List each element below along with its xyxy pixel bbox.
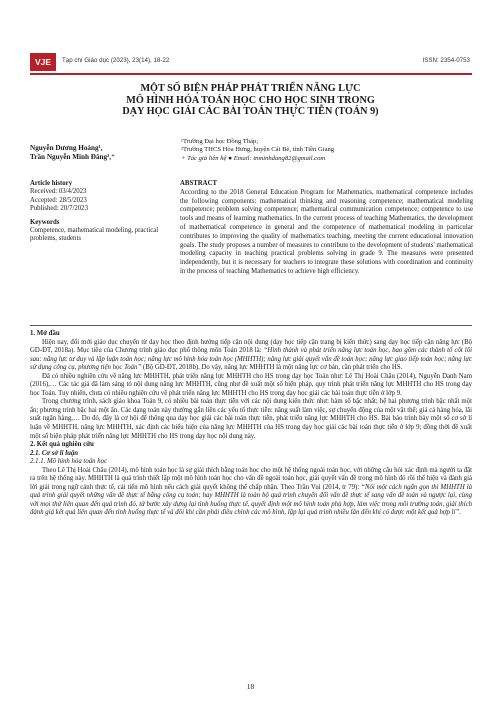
keywords: Competence, mathematical modeling, practical problems, students	[30, 227, 159, 243]
journal-logo: VJE	[30, 53, 56, 71]
issn: ISSN: 2354-0753	[422, 57, 470, 64]
keywords-heading: Keywords	[30, 218, 60, 226]
page-header	[30, 53, 472, 71]
corresponding-author: + Tác giả liên hệ ● Email: tnminhdang82@gmail.com	[181, 154, 326, 162]
published-date: Published: 20/7/2023	[30, 205, 88, 213]
paragraph	[30, 467, 472, 518]
section-heading-intro: 1. Mở đầu	[30, 330, 60, 337]
paragraph-text: Hiện nay, đổi mới giáo dục chuyển từ dạy học theo định hướng tiếp cận nội dung (dạy học tiếp cận trang bị kiến thức) sang dạy học tiếp cận năng lực (Bộ GD-ĐT, 2018a). Mục tiêu của Chương trình giáo dục phổ thông môn Toán 2018 là:	[30, 338, 472, 355]
title-line: MỘT SỐ BIỆN PHÁP PHÁT TRIỂN NĂNG LỰC	[140, 83, 361, 94]
quote-text: “Nói một cách ngắn gọn thì MHHTH là quá trình giải quyết những vấn đề thực tế bằng công cụ toán; hay MHHTH là toàn bộ quá trình chuyển đổi vấn đề thực tế sang vấn đề toán và ngược lại, cùng với mọi thứ liên quan đến quá trình đó, từ bước xây dựng lại tình huống thực tế, quyết định một mô hình toán phù hợp, làm việc trong môi trường toán, giải thích đánh giá kết quả liên quan đến tình huống thực tế và đôi khi cần phải điều chỉnh các mô hình, lặp lại quá trình nhiều lần đến khi có được một kết quả hợp lí”.	[30, 483, 472, 517]
paragraph-text: (Bộ GD-ĐT, 2018b). Do vậy, năng lực MHHTH là một năng lực cơ bản, cần phát triển cho HS.	[141, 364, 403, 372]
history-heading: Article history	[30, 180, 73, 187]
author-2: Trần Nguyễn Minh Đăng²,⁺	[30, 153, 115, 161]
page-number: 18	[246, 682, 255, 691]
received-date: Received: 03/4/2023	[30, 188, 87, 196]
accepted-date: Accepted: 28/5/2023	[30, 196, 87, 204]
paragraph-text: Theo Lê Thị Hoài Châu (2014), mô hình toán học là sự giải thích bằng toán học cho một hệ thống ngoài toán học, với những câu hỏi xác định mà người ta đặt ra trên hệ thống này. MHHTH là quá trình thiết lập một mô hình toán học cho vấn đề ngoài toán học, giải quyết vấn đề trong mô hình đó rồi thể hiện và đánh giá lời giải trong ngữ cảnh thực tế, cải tiến mô hình nếu cách giải quyết không thể chấp nhận. Theo Trần Vui (2014, tr 79):	[30, 466, 472, 491]
quote-text: “Hình thành và phát triển năng lực toán học, bao gồm các thành tố cốt lõi sau: năng lực tư duy và lập luận toán học; năng lực mô hình hóa toán học (MHHTH); năng lực giải quyết vấn đề toán học; năng lực giao tiếp toán học; năng lực sử dụng công cụ, phương tiện học Toán”	[30, 347, 472, 372]
authors	[30, 144, 180, 162]
paragraph	[30, 339, 472, 373]
article-history	[30, 180, 170, 244]
author-1: Nguyễn Dương Hoàng¹,	[30, 144, 103, 152]
abstract-text: According to the 2018 General Education Program for Mathematics, mathematical competence includes the following components: mathematical thinking and reasoning competence; mathematical modeling competence; problem solving competence; mathematical communication competence; competence to use tools and means of learning mathematics. In the current process of teaching Mathematics, the development of mathematical competence in general and the competence of mathematical modeling in particular contributes to improving the quality of mathematics teaching, meeting the current educational innovation goals. The study proposes a number of measures to contribute to the development of students' mathematical modeling capacity in teaching practical problems solving in grade 9. The measures were presented independently, but it is necessary for teachers to integrate these solutions with coordination and continuity in the process of teaching Mathematics to achieve high efficiency.	[180, 188, 473, 275]
section-divider	[30, 325, 472, 326]
affiliation-2: ²Trường THCS Hòa Hưng, huyện Cái Bè, tỉnh Tiền Giang	[181, 146, 335, 154]
title-line: DẠY HỌC GIẢI CÁC BÀI TOÁN THỰC TIỄN (TOÁN 9)	[122, 106, 379, 117]
article-title	[40, 83, 461, 118]
affiliations	[181, 138, 471, 163]
header-rule	[30, 73, 472, 75]
title-line: MÔ HÌNH HÓA TOÁN HỌC CHO HỌC SINH TRONG	[126, 94, 375, 106]
paragraph: Trong chương trình, sách giáo khoa Toán 9, có nhiều bài toán thực tiễn với các nội dung kiến thức như: hàm số bậc nhất; hệ hai phương trình bậc nhất một ẩn; phương trình bậc hai một ẩn. Các dạng toán này thường gắn liền các yếu tố thực tiễn: năng suất làm việc, sự chuyển động của một vật thể; giá cả hàng hóa, lãi suất ngân hàng,… Do đó, đây là cơ hội để thông qua dạy học giải các bài toán thực tiễn, phát triển năng lực MHHTH cho HS. Bài báo trình bày một số cơ sở lí luận về MHHTH, năng lực MHHTH, xác định các biểu hiện của năng lực MHHTH của HS trong dạy học giải các bài toán thực tiễn ở lớp 9; đồng thời đề xuất một số biện pháp phát triển năng lực MHHTH cho HS trong dạy học nội dung này.	[30, 398, 472, 440]
abstract-heading: ABSTRACT	[180, 180, 218, 187]
subsubsection-heading: 2.1.1. Mô hình hóa toán học	[30, 458, 108, 466]
paragraph: Đã có nhiều nghiên cứu về năng lực MHHTH, phát triển năng lực MHHTH cho HS trong dạy học Toán như: Lê Thị Hoài Châu (2014), Nguyễn Danh Nam (2016),… Các tác giả đã làm sáng tỏ nội dung năng lực MHHTH, cũng như đề xuất một số biện pháp, quy trình phát triển năng lực MHHTH cho HS trong dạy học Toán. Tuy nhiên, chưa có nhiều nghiên cứu về phát triển năng lực MHHTH cho HS trong dạy học giải các bài toán thực tiễn ở lớp 9.	[30, 372, 472, 397]
abstract	[180, 180, 473, 277]
subsection-heading: 2.1. Cơ sở lí luận	[30, 449, 79, 457]
journal-citation: Tạp chí Giáo dục (2023), 23(14), 18-22	[62, 57, 170, 64]
article-body	[30, 330, 472, 518]
section-heading-results: 2. Kết quả nghiên cứu	[30, 441, 94, 449]
affiliation-1: ¹Trường Đại học Đồng Tháp;	[181, 138, 259, 145]
